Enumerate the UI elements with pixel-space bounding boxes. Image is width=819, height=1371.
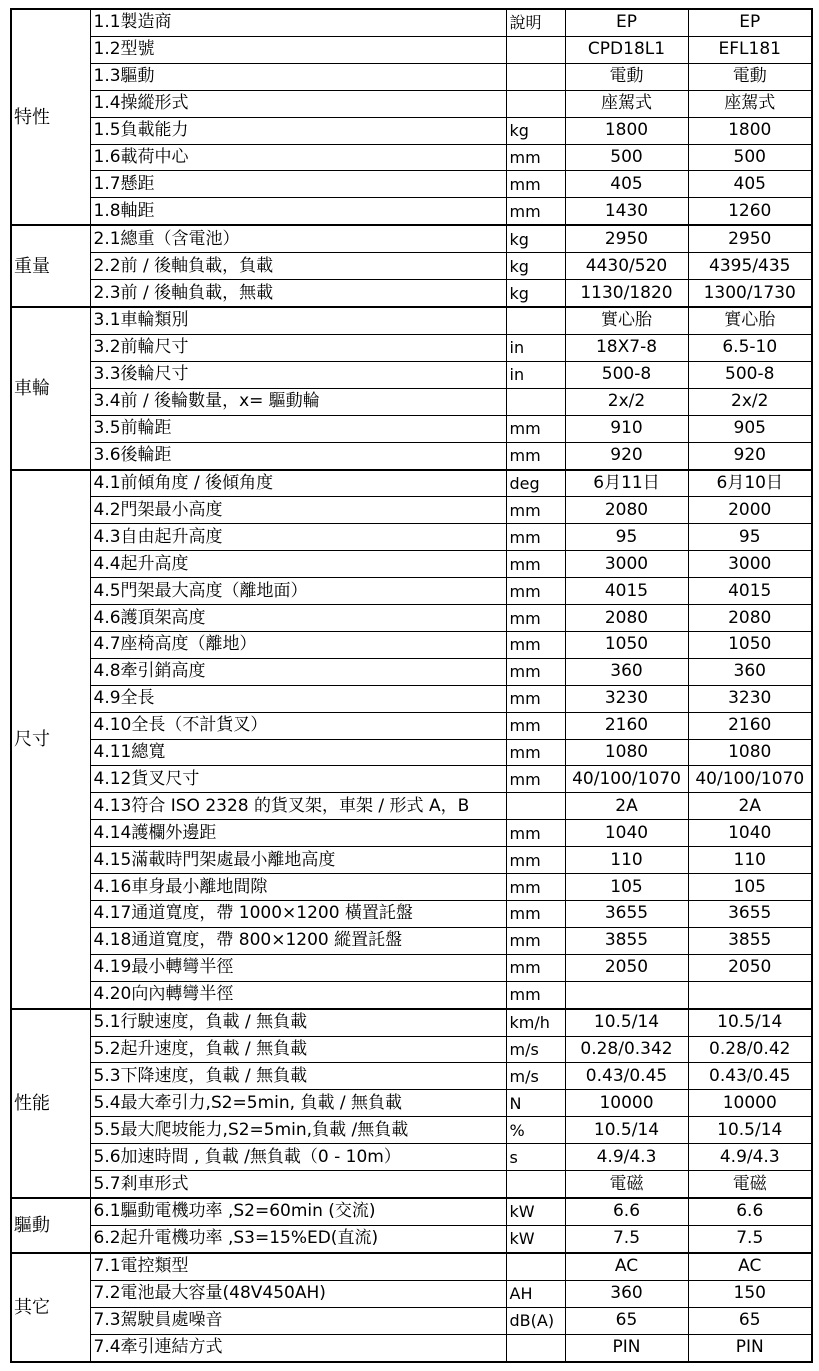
- spec-item-cell: 3.4前 / 後輪數量，x= 驅動輪: [90, 388, 506, 415]
- unit-cell: mm: [506, 605, 565, 632]
- spec-item-cell: 1.1製造商: [90, 9, 506, 36]
- table-row: [11, 658, 812, 685]
- spec-item-cell: 5.6加速時間 , 負載 /無負載（0 - 10m）: [90, 1144, 506, 1171]
- table-row: [11, 497, 812, 524]
- model-a-value: 座駕式: [565, 90, 688, 117]
- spec-item-cell: 6.1驅動電機功率 ,S2=60min (交流): [90, 1198, 506, 1225]
- spec-item-cell: 4.2門架最小高度: [90, 497, 506, 524]
- table-row: [11, 712, 812, 739]
- spec-table: [10, 8, 813, 1363]
- model-a-value: 500: [565, 144, 688, 171]
- table-row: [11, 1036, 812, 1063]
- model-a-value: 3855: [565, 927, 688, 954]
- model-b-value: 95: [688, 524, 812, 551]
- unit-cell: [506, 1171, 565, 1198]
- table-row: [11, 1280, 812, 1307]
- spec-item-cell: 4.11總寬: [90, 739, 506, 766]
- unit-cell: mm: [506, 766, 565, 793]
- table-row: [11, 144, 812, 171]
- model-a-value: 1130/1820: [565, 280, 688, 307]
- model-a-value: 105: [565, 874, 688, 901]
- spec-item-cell: 7.3駕駛員處噪音: [90, 1307, 506, 1334]
- model-b-value: PIN: [688, 1334, 812, 1362]
- model-a-value: 405: [565, 171, 688, 198]
- model-b-value: EFL181: [688, 36, 812, 63]
- unit-cell: in: [506, 361, 565, 388]
- model-a-value: 2160: [565, 712, 688, 739]
- model-a-value: 1040: [565, 820, 688, 847]
- unit-cell: mm: [506, 578, 565, 605]
- table-row: [11, 685, 812, 712]
- category-cell: 性能: [11, 1009, 90, 1198]
- unit-cell: mm: [506, 712, 565, 739]
- model-a-value: 電磁: [565, 1171, 688, 1198]
- model-a-value: 910: [565, 415, 688, 442]
- model-b-value: 3855: [688, 927, 812, 954]
- model-a-value: 3655: [565, 901, 688, 928]
- spec-item-cell: 2.3前 / 後軸負載，無載: [90, 280, 506, 307]
- table-row: [11, 415, 812, 442]
- model-a-value: 4015: [565, 578, 688, 605]
- unit-cell: kg: [506, 225, 565, 252]
- category-cell: 其它: [11, 1253, 90, 1362]
- unit-cell: mm: [506, 847, 565, 874]
- spec-item-cell: 1.3驅動: [90, 63, 506, 90]
- unit-cell: mm: [506, 739, 565, 766]
- table-row: [11, 874, 812, 901]
- model-b-value: 0.43/0.45: [688, 1063, 812, 1090]
- spec-item-cell: 3.2前輪尺寸: [90, 334, 506, 361]
- table-row: [11, 954, 812, 981]
- model-a-value: 1050: [565, 631, 688, 658]
- table-row: [11, 307, 812, 334]
- table-row: [11, 388, 812, 415]
- model-b-value: 電動: [688, 63, 812, 90]
- model-a-value: 360: [565, 1280, 688, 1307]
- spec-item-cell: 4.15滿載時門架處最小離地高度: [90, 847, 506, 874]
- category-cell: 特性: [11, 9, 90, 225]
- unit-cell: mm: [506, 927, 565, 954]
- model-b-value: 1080: [688, 739, 812, 766]
- unit-cell: mm: [506, 171, 565, 198]
- table-row: [11, 847, 812, 874]
- model-b-value: 10.5/14: [688, 1117, 812, 1144]
- model-b-value: 4395/435: [688, 253, 812, 280]
- model-a-value: 1800: [565, 117, 688, 144]
- spec-item-cell: 4.16車身最小離地間隙: [90, 874, 506, 901]
- model-b-value: 電磁: [688, 1171, 812, 1198]
- model-b-value: 2000: [688, 497, 812, 524]
- unit-cell: mm: [506, 631, 565, 658]
- unit-cell: mm: [506, 144, 565, 171]
- table-row: [11, 36, 812, 63]
- model-a-value: 40/100/1070: [565, 766, 688, 793]
- spec-item-cell: 2.1總重（含電池）: [90, 225, 506, 252]
- spec-item-cell: 3.6後輪距: [90, 442, 506, 469]
- model-a-value: 6.6: [565, 1198, 688, 1225]
- model-b-value: 2050: [688, 954, 812, 981]
- table-row: [11, 524, 812, 551]
- model-a-value: 0.43/0.45: [565, 1063, 688, 1090]
- table-row: [11, 361, 812, 388]
- model-b-value: 6月10日: [688, 470, 812, 497]
- model-a-value: 110: [565, 847, 688, 874]
- model-b-value: 40/100/1070: [688, 766, 812, 793]
- model-a-value: AC: [565, 1253, 688, 1280]
- spec-item-cell: 1.7懸距: [90, 171, 506, 198]
- table-row: [11, 766, 812, 793]
- model-a-value: 4.9/4.3: [565, 1144, 688, 1171]
- model-a-value: 0.28/0.342: [565, 1036, 688, 1063]
- unit-cell: kW: [506, 1225, 565, 1252]
- unit-cell: mm: [506, 874, 565, 901]
- table-row: [11, 1063, 812, 1090]
- model-a-value: 2080: [565, 605, 688, 632]
- unit-cell: km/h: [506, 1009, 565, 1036]
- table-row: [11, 171, 812, 198]
- model-b-value: 1260: [688, 198, 812, 225]
- model-b-value: 920: [688, 442, 812, 469]
- model-a-value: 18X7-8: [565, 334, 688, 361]
- table-row: [11, 1009, 812, 1036]
- model-a-value: 3230: [565, 685, 688, 712]
- model-b-value: 65: [688, 1307, 812, 1334]
- table-row: [11, 1334, 812, 1362]
- model-b-value: 500: [688, 144, 812, 171]
- category-cell: 重量: [11, 225, 90, 307]
- unit-cell: [506, 1334, 565, 1362]
- model-b-value: 1300/1730: [688, 280, 812, 307]
- unit-cell: m/s: [506, 1063, 565, 1090]
- model-a-value: EP: [565, 9, 688, 36]
- model-b-value: 座駕式: [688, 90, 812, 117]
- model-b-value: 1050: [688, 631, 812, 658]
- table-row: [11, 63, 812, 90]
- spec-table-body: [11, 9, 812, 1362]
- spec-item-cell: 7.2電池最大容量(48V450AH): [90, 1280, 506, 1307]
- model-b-value: 2x/2: [688, 388, 812, 415]
- table-row: [11, 1225, 812, 1252]
- model-b-value: 10.5/14: [688, 1009, 812, 1036]
- spec-item-cell: 3.3後輪尺寸: [90, 361, 506, 388]
- table-row: [11, 253, 812, 280]
- unit-cell: mm: [506, 954, 565, 981]
- unit-cell: kg: [506, 253, 565, 280]
- unit-cell: [506, 793, 565, 820]
- unit-cell: mm: [506, 524, 565, 551]
- table-row: [11, 901, 812, 928]
- unit-cell: kW: [506, 1198, 565, 1225]
- spec-item-cell: 4.12貨叉尺寸: [90, 766, 506, 793]
- table-row: [11, 551, 812, 578]
- unit-cell: mm: [506, 685, 565, 712]
- model-b-value: 1040: [688, 820, 812, 847]
- table-row: [11, 1117, 812, 1144]
- model-b-value: AC: [688, 1253, 812, 1280]
- unit-cell: 說明: [506, 9, 565, 36]
- unit-cell: mm: [506, 497, 565, 524]
- spec-item-cell: 4.6護頂架高度: [90, 605, 506, 632]
- spec-item-cell: 5.3下降速度，負載 / 無負載: [90, 1063, 506, 1090]
- model-a-value: 2x/2: [565, 388, 688, 415]
- unit-cell: mm: [506, 658, 565, 685]
- unit-cell: mm: [506, 901, 565, 928]
- table-row: [11, 117, 812, 144]
- model-a-value: PIN: [565, 1334, 688, 1362]
- model-b-value: 360: [688, 658, 812, 685]
- model-b-value: 6.5-10: [688, 334, 812, 361]
- table-row: [11, 1144, 812, 1171]
- table-row: [11, 1198, 812, 1225]
- model-b-value: 2A: [688, 793, 812, 820]
- spec-item-cell: 4.10全長（不計貨叉）: [90, 712, 506, 739]
- unit-cell: [506, 388, 565, 415]
- model-a-value: 4430/520: [565, 253, 688, 280]
- category-cell: 驅動: [11, 1198, 90, 1253]
- category-cell: 尺寸: [11, 470, 90, 1009]
- unit-cell: mm: [506, 551, 565, 578]
- spec-item-cell: 5.7剎車形式: [90, 1171, 506, 1198]
- spec-item-cell: 1.4操縱形式: [90, 90, 506, 117]
- table-row: [11, 1307, 812, 1334]
- spec-item-cell: 4.4起升高度: [90, 551, 506, 578]
- spec-item-cell: 5.1行駛速度，負載 / 無負載: [90, 1009, 506, 1036]
- model-b-value: 405: [688, 171, 812, 198]
- unit-cell: [506, 307, 565, 334]
- spec-item-cell: 4.20向內轉彎半徑: [90, 981, 506, 1008]
- table-row: [11, 470, 812, 497]
- spec-item-cell: 4.5門架最大高度（離地面）: [90, 578, 506, 605]
- model-b-value: 4.9/4.3: [688, 1144, 812, 1171]
- model-a-value: 實心胎: [565, 307, 688, 334]
- model-a-value: 2050: [565, 954, 688, 981]
- table-row: [11, 820, 812, 847]
- unit-cell: kg: [506, 280, 565, 307]
- model-a-value: 65: [565, 1307, 688, 1334]
- spec-item-cell: 4.1前傾角度 / 後傾角度: [90, 470, 506, 497]
- unit-cell: in: [506, 334, 565, 361]
- model-a-value: CPD18L1: [565, 36, 688, 63]
- model-a-value: 6月11日: [565, 470, 688, 497]
- model-b-value: 4015: [688, 578, 812, 605]
- model-b-value: 實心胎: [688, 307, 812, 334]
- model-a-value: 3000: [565, 551, 688, 578]
- unit-cell: mm: [506, 415, 565, 442]
- table-row: [11, 198, 812, 225]
- spec-item-cell: 4.9全長: [90, 685, 506, 712]
- model-a-value: 2080: [565, 497, 688, 524]
- unit-cell: m/s: [506, 1036, 565, 1063]
- spec-item-cell: 1.5負載能力: [90, 117, 506, 144]
- model-b-value: 2080: [688, 605, 812, 632]
- model-a-value: 10.5/14: [565, 1009, 688, 1036]
- unit-cell: deg: [506, 470, 565, 497]
- spec-item-cell: 4.8牽引銷高度: [90, 658, 506, 685]
- model-b-value: 3230: [688, 685, 812, 712]
- model-b-value: 7.5: [688, 1225, 812, 1252]
- table-row: [11, 739, 812, 766]
- unit-cell: [506, 90, 565, 117]
- model-b-value: 105: [688, 874, 812, 901]
- unit-cell: AH: [506, 1280, 565, 1307]
- table-row: [11, 981, 812, 1008]
- spec-item-cell: 5.2起升速度，負載 / 無負載: [90, 1036, 506, 1063]
- unit-cell: mm: [506, 198, 565, 225]
- spec-item-cell: 7.4牽引連結方式: [90, 1334, 506, 1362]
- unit-cell: s: [506, 1144, 565, 1171]
- spec-item-cell: 6.2起升電機功率 ,S3=15%ED(直流): [90, 1225, 506, 1252]
- unit-cell: %: [506, 1117, 565, 1144]
- spec-item-cell: 2.2前 / 後軸負載，負載: [90, 253, 506, 280]
- model-a-value: 2950: [565, 225, 688, 252]
- model-b-value: 2160: [688, 712, 812, 739]
- unit-cell: mm: [506, 981, 565, 1008]
- spec-item-cell: 4.19最小轉彎半徑: [90, 954, 506, 981]
- unit-cell: [506, 1253, 565, 1280]
- spec-item-cell: 1.2型號: [90, 36, 506, 63]
- table-row: [11, 793, 812, 820]
- spec-item-cell: 4.3自由起升高度: [90, 524, 506, 551]
- table-row: [11, 1090, 812, 1117]
- unit-cell: N: [506, 1090, 565, 1117]
- table-row: [11, 1171, 812, 1198]
- spec-item-cell: 4.13符合 ISO 2328 的貨叉架，車架 / 形式 A，B: [90, 793, 506, 820]
- spec-item-cell: 3.1車輪類別: [90, 307, 506, 334]
- model-a-value: 2A: [565, 793, 688, 820]
- model-b-value: 110: [688, 847, 812, 874]
- model-b-value: [688, 981, 812, 1008]
- model-b-value: 6.6: [688, 1198, 812, 1225]
- unit-cell: [506, 63, 565, 90]
- model-a-value: 1430: [565, 198, 688, 225]
- model-b-value: 0.28/0.42: [688, 1036, 812, 1063]
- model-a-value: 10000: [565, 1090, 688, 1117]
- spec-item-cell: 1.6載荷中心: [90, 144, 506, 171]
- table-row: [11, 225, 812, 252]
- model-a-value: 500-8: [565, 361, 688, 388]
- model-b-value: 10000: [688, 1090, 812, 1117]
- table-row: [11, 605, 812, 632]
- table-row: [11, 280, 812, 307]
- spec-item-cell: 1.8軸距: [90, 198, 506, 225]
- spec-item-cell: 4.18通道寬度，帶 800×1200 縱置託盤: [90, 927, 506, 954]
- model-a-value: 920: [565, 442, 688, 469]
- spec-item-cell: 4.14護欄外邊距: [90, 820, 506, 847]
- spec-item-cell: 7.1電控類型: [90, 1253, 506, 1280]
- model-a-value: 10.5/14: [565, 1117, 688, 1144]
- table-row: [11, 631, 812, 658]
- spec-item-cell: 5.4最大牽引力,S2=5min, 負載 / 無負載: [90, 1090, 506, 1117]
- model-b-value: 500-8: [688, 361, 812, 388]
- model-a-value: [565, 981, 688, 1008]
- spec-item-cell: 4.17通道寬度，帶 1000×1200 橫置託盤: [90, 901, 506, 928]
- model-b-value: 905: [688, 415, 812, 442]
- unit-cell: kg: [506, 117, 565, 144]
- model-b-value: 1800: [688, 117, 812, 144]
- spec-item-cell: 5.5最大爬坡能力,S2=5min,負載 /無負載: [90, 1117, 506, 1144]
- model-b-value: 3655: [688, 901, 812, 928]
- model-a-value: 電動: [565, 63, 688, 90]
- category-cell: 車輪: [11, 307, 90, 469]
- table-row: [11, 578, 812, 605]
- table-row: [11, 90, 812, 117]
- unit-cell: mm: [506, 442, 565, 469]
- model-a-value: 1080: [565, 739, 688, 766]
- model-b-value: 2950: [688, 225, 812, 252]
- model-a-value: 360: [565, 658, 688, 685]
- table-row: [11, 334, 812, 361]
- table-row: [11, 9, 812, 36]
- model-b-value: EP: [688, 9, 812, 36]
- unit-cell: dB(A): [506, 1307, 565, 1334]
- table-row: [11, 927, 812, 954]
- model-a-value: 95: [565, 524, 688, 551]
- model-b-value: 150: [688, 1280, 812, 1307]
- spec-item-cell: 4.7座椅高度（離地）: [90, 631, 506, 658]
- table-row: [11, 442, 812, 469]
- spec-item-cell: 3.5前輪距: [90, 415, 506, 442]
- model-a-value: 7.5: [565, 1225, 688, 1252]
- table-row: [11, 1253, 812, 1280]
- unit-cell: [506, 36, 565, 63]
- unit-cell: mm: [506, 820, 565, 847]
- model-b-value: 3000: [688, 551, 812, 578]
